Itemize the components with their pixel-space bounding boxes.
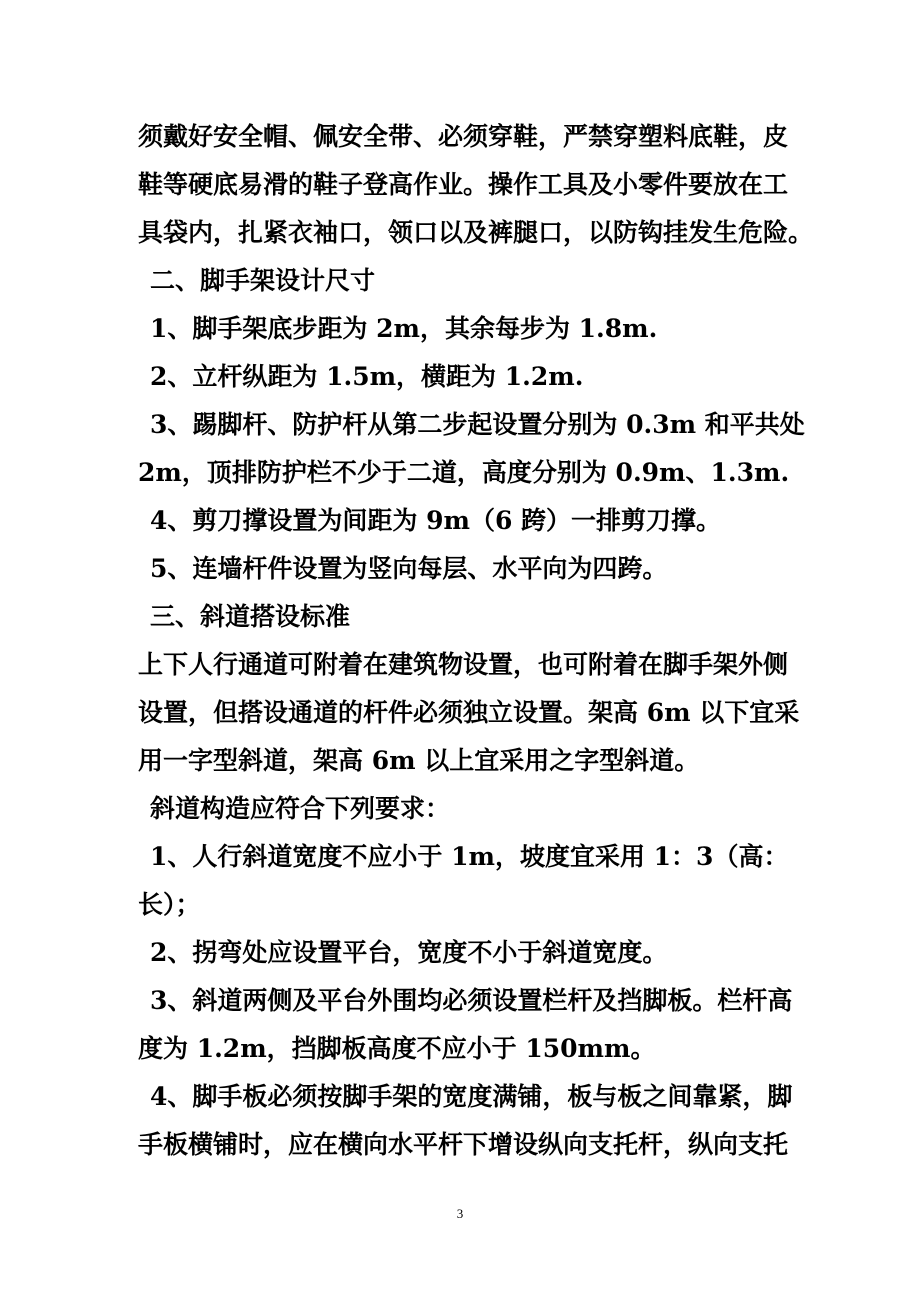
page-number: 3 [456,1206,464,1221]
list-item: 4、脚手板必须按脚手架的宽度满铺，板与板之间靠紧，脚 [150,1082,793,1111]
paragraph-line: 具袋内，扎紧衣袖口，领口以及裤腿口，以防钩挂发生危险。 [138,218,814,247]
paragraph-line: 须戴好安全帽、佩安全带、必须穿鞋，严禁穿塑料底鞋，皮 [138,122,789,151]
list-item-continuation: 度为 1.2m，挡脚板高度不应小于 150mm。 [138,1034,656,1063]
document-body [138,113,814,1169]
list-item: 4、剪刀撑设置为间距为 9m（6 跨）一排剪刀撑。 [150,506,722,535]
paragraph-line: 上下人行通道可附着在建筑物设置，也可附着在脚手架外侧 [138,650,789,679]
list-item-continuation: 手板横铺时，应在横向水平杆下增设纵向支托杆，纵向支托 [138,1130,789,1159]
list-item: 1、人行斜道宽度不应小于 1m，坡度宜采用 1：3（高： [150,842,789,871]
list-item-continuation: 长）； [138,890,201,919]
paragraph-line: 斜道构造应符合下列要求： [150,794,451,823]
paragraph-line: 用一字型斜道，架高 6m 以上宜采用之字型斜道。 [138,746,700,775]
paragraph-line: 设置，但搭设通道的杆件必须独立设置。架高 6m 以下宜采 [138,698,800,727]
list-item: 2、立杆纵距为 1.5m，横距为 1.2m. [150,362,584,391]
list-item: 5、连墙杆件设置为竖向每层、水平向为四跨。 [150,554,668,583]
list-item: 2、拐弯处应设置平台，宽度不小于斜道宽度。 [150,938,668,967]
paragraph-line: 鞋等硬底易滑的鞋子登高作业。操作工具及小零件要放在工 [138,170,789,199]
section-heading-scaffold-dimensions: 二、脚手架设计尺寸 [150,266,376,295]
list-item: 3、踢脚杆、防护杆从第二步起设置分别为 0.3m 和平共处 [150,410,805,439]
list-item-continuation: 2m，顶排防护栏不少于二道，高度分别为 0.9m、1.3m. [138,458,790,487]
list-item: 1、脚手架底步距为 2m，其余每步为 1.8m. [150,314,658,343]
section-heading-ramp-standards: 三、斜道搭设标准 [150,602,351,631]
list-item: 3、斜道两侧及平台外围均必须设置栏杆及挡脚板。栏杆高 [150,986,793,1015]
